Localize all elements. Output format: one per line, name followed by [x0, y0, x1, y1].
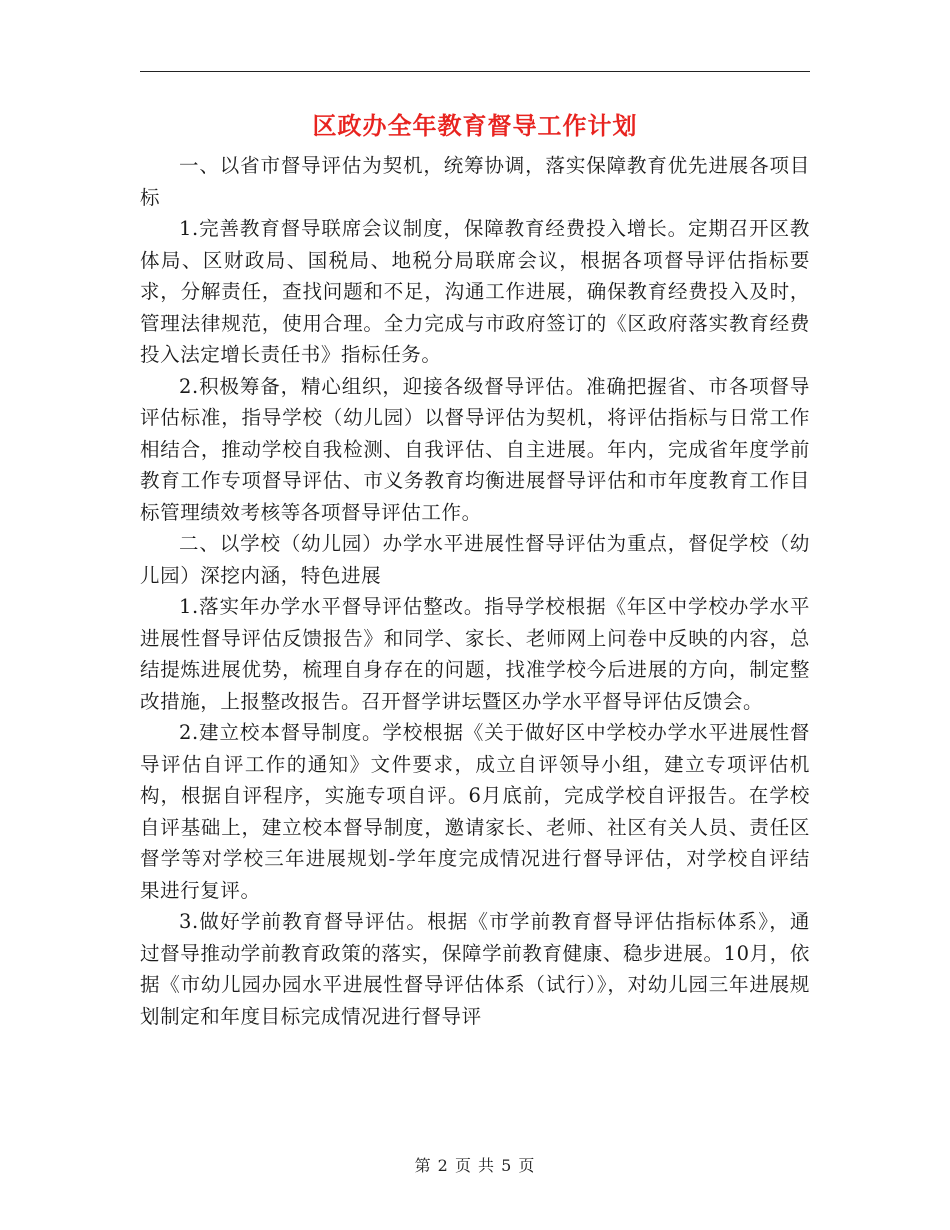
paragraph-item-1-2: 2.积极筹备，精心组织，迎接各级督导评估。准确把握省、市各项督导评估标准，指导学校（幼儿园）以督导评估为契机，将评估指标与日常工作相结合，推动学校自我检测、自我评估、自主进展。年内，完成省年度学前教育工作专项督导评估、市义务教育均衡进展督导评估和市年度教育工作目标管理绩效考核等各项督导评估工作。	[140, 374, 810, 524]
document-title: 区政办全年教育督导工作计划	[312, 111, 638, 140]
paragraph-item-1-1: 1.完善教育督导联席会议制度，保障教育经费投入增长。定期召开区教体局、区财政局、国税局、地税分局联席会议，根据各项督导评估指标要求，分解责任，查找问题和不足，沟通工作进展，确保教育经费投入及时，管理法律规范，使用合理。全力完成与市政府签订的《区政府落实教育经费投入法定增长责任书》指标任务。	[140, 217, 810, 366]
paragraph-section-two-heading: 二、以学校（幼儿园）办学水平进展性督导评估为重点，督促学校（幼儿园）深挖内涵，特色进展	[140, 532, 810, 587]
document-body	[140, 150, 810, 1032]
header-rule	[140, 71, 810, 72]
paragraph-section-one-heading: 一、以省市督导评估为契机，统筹协调，落实保障教育优先进展各项目标	[140, 154, 810, 209]
paragraph-item-2-3: 3.做好学前教育督导评估。根据《市学前教育督导评估指标体系》，通过督导推动学前教育政策的落实，保障学前教育健康、稳步进展。10月，依据《市幼儿园办园水平进展性督导评估体系（试行）》，对幼儿园三年进展规划制定和年度目标完成情况进行督导评	[140, 910, 810, 1028]
paragraph-item-2-1: 1.落实年办学水平督导评估整改。指导学校根据《年区中学校办学水平进展性督导评估反馈报告》和同学、家长、老师网上问卷中反映的内容，总结提炼进展优势，梳理自身存在的问题，找准学校今后进展的方向，制定整改措施，上报整改报告。召开督学讲坛暨区办学水平督导评估反馈会。	[140, 595, 810, 713]
paragraph-item-2-2: 2.建立校本督导制度。学校根据《关于做好区中学校办学水平进展性督导评估自评工作的通知》文件要求，成立自评领导小组，建立专项评估机构，根据自评程序，实施专项自评。6月底前，完成学校自评报告。在学校自评基础上，建立校本督导制度，邀请家长、老师、社区有关人员、责任区督学等对学校三年进展规划-学年度完成情况进行督导评估，对学校自评结果进行复评。	[140, 721, 810, 902]
page-number-footer: 第 2 页 共 5 页	[414, 1156, 536, 1175]
